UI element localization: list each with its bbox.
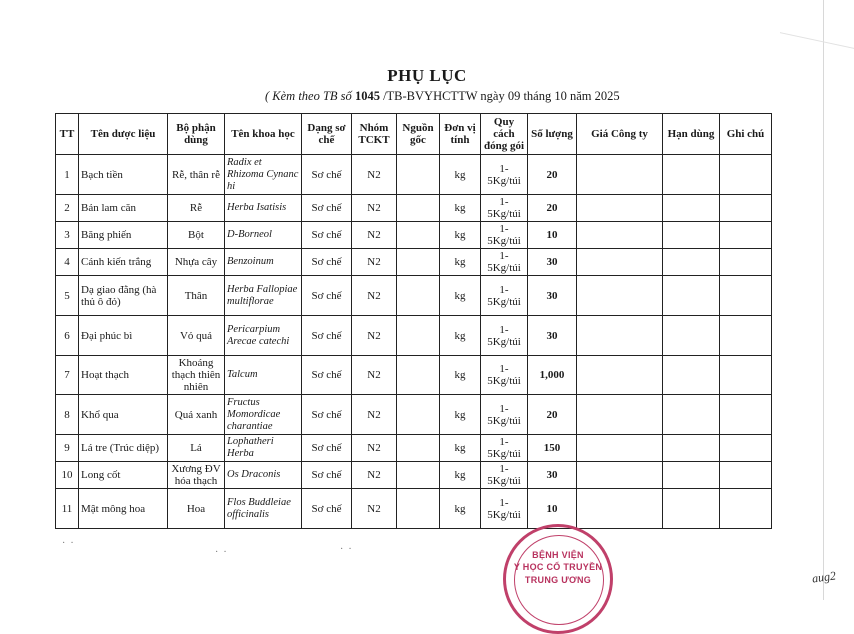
cell-quantity: 1,000	[528, 356, 577, 395]
cell-origin	[397, 356, 440, 395]
cell-note	[720, 435, 772, 462]
cell-tt: 7	[56, 356, 79, 395]
header-price: Giá Công ty	[577, 114, 663, 155]
cell-scientific: Flos Buddleiae officinalis	[225, 489, 302, 529]
cell-tt: 1	[56, 155, 79, 195]
cell-quantity: 10	[528, 222, 577, 249]
cell-form: Sơ chế	[302, 276, 352, 316]
cell-group: N2	[352, 316, 397, 356]
cell-part: Bột	[168, 222, 225, 249]
cell-packing: 1-5Kg/túi	[481, 489, 528, 529]
cell-unit: kg	[440, 195, 481, 222]
cell-form: Sơ chế	[302, 195, 352, 222]
cell-expiry	[663, 489, 720, 529]
cell-name: Long cốt	[79, 462, 168, 489]
cell-packing: 1-5Kg/túi	[481, 356, 528, 395]
appendix-table	[55, 113, 772, 529]
cell-note	[720, 195, 772, 222]
cell-unit: kg	[440, 435, 481, 462]
cell-packing: 1-5Kg/túi	[481, 249, 528, 276]
cell-expiry	[663, 462, 720, 489]
cell-form: Sơ chế	[302, 316, 352, 356]
cell-tt: 10	[56, 462, 79, 489]
cell-origin	[397, 395, 440, 435]
cell-part: Khoáng thạch thiên nhiên	[168, 356, 225, 395]
table-row	[56, 249, 772, 276]
table-row	[56, 462, 772, 489]
subtitle-prefix: ( Kèm theo TB số	[265, 89, 355, 103]
cell-note	[720, 356, 772, 395]
cell-quantity: 20	[528, 195, 577, 222]
cell-expiry	[663, 249, 720, 276]
header-expiry: Hạn dùng	[663, 114, 720, 155]
cell-origin	[397, 316, 440, 356]
header-tt: TT	[56, 114, 79, 155]
cell-note	[720, 222, 772, 249]
cell-quantity: 10	[528, 489, 577, 529]
header-packing: Quy cách đóng gói	[481, 114, 528, 155]
header-scientific: Tên khoa học	[225, 114, 302, 155]
cell-price	[577, 155, 663, 195]
cell-part: Rễ, thân rễ	[168, 155, 225, 195]
cell-price	[577, 276, 663, 316]
cell-tt: 6	[56, 316, 79, 356]
cell-group: N2	[352, 395, 397, 435]
hospital-stamp	[503, 524, 613, 634]
cell-name: Lá tre (Trúc diệp)	[79, 435, 168, 462]
cell-expiry	[663, 276, 720, 316]
header-name: Tên dược liệu	[79, 114, 168, 155]
document-title: PHỤ LỤC	[387, 66, 467, 85]
cell-form: Sơ chế	[302, 435, 352, 462]
cell-packing: 1-5Kg/túi	[481, 316, 528, 356]
stamp-text-line3: TRUNG ƯƠNG	[524, 575, 592, 585]
page-fold-line	[780, 0, 854, 49]
cell-group: N2	[352, 276, 397, 316]
cell-note	[720, 489, 772, 529]
cell-expiry	[663, 155, 720, 195]
cell-price	[577, 222, 663, 249]
cell-unit: kg	[440, 249, 481, 276]
cell-unit: kg	[440, 489, 481, 529]
cell-packing: 1-5Kg/túi	[481, 395, 528, 435]
cell-tt: 11	[56, 489, 79, 529]
cell-unit: kg	[440, 462, 481, 489]
cell-part: Nhựa cây	[168, 249, 225, 276]
header-form: Dạng sơ chế	[302, 114, 352, 155]
stamp-text-line2: Y HỌC CỔ TRUYỀN	[513, 562, 603, 572]
cell-origin	[397, 276, 440, 316]
cell-name: Băng phiến	[79, 222, 168, 249]
cell-origin	[397, 155, 440, 195]
cell-origin	[397, 435, 440, 462]
cell-scientific: Radix et Rhizoma Cynanc hi	[225, 155, 302, 195]
cell-origin	[397, 195, 440, 222]
header-group: Nhóm TCKT	[352, 114, 397, 155]
header-quantity: Số lượng	[528, 114, 577, 155]
header-origin: Nguồn gốc	[397, 114, 440, 155]
document-subtitle	[265, 89, 620, 104]
notice-number: 1045	[354, 89, 380, 103]
cell-form: Sơ chế	[302, 356, 352, 395]
cell-unit: kg	[440, 356, 481, 395]
cell-price	[577, 462, 663, 489]
cell-expiry	[663, 222, 720, 249]
cell-name: Đại phúc bì	[79, 316, 168, 356]
cell-origin	[397, 462, 440, 489]
cell-name: Bản lam căn	[79, 195, 168, 222]
cell-price	[577, 249, 663, 276]
cell-price	[577, 435, 663, 462]
cell-group: N2	[352, 249, 397, 276]
page-edge	[823, 0, 840, 600]
header-unit: Đơn vị tính	[440, 114, 481, 155]
cell-quantity: 20	[528, 155, 577, 195]
scan-speck: · ·	[340, 544, 352, 555]
subtitle-mid: /TB-BVYHCTTW	[379, 89, 481, 103]
cell-price	[577, 356, 663, 395]
cell-scientific: Herba Isatisis	[225, 195, 302, 222]
scan-speck: · ·	[215, 547, 227, 558]
cell-quantity: 20	[528, 395, 577, 435]
table-row	[56, 489, 772, 529]
cell-note	[720, 249, 772, 276]
cell-group: N2	[352, 195, 397, 222]
cell-packing: 1-5Kg/túi	[481, 462, 528, 489]
cell-name: Dạ giao đằng (hà thủ ô đỏ)	[79, 276, 168, 316]
cell-form: Sơ chế	[302, 395, 352, 435]
cell-tt: 4	[56, 249, 79, 276]
cell-group: N2	[352, 155, 397, 195]
cell-tt: 5	[56, 276, 79, 316]
table-row	[56, 395, 772, 435]
cell-part: Rễ	[168, 195, 225, 222]
cell-tt: 9	[56, 435, 79, 462]
cell-tt: 8	[56, 395, 79, 435]
cell-unit: kg	[440, 222, 481, 249]
cell-quantity: 30	[528, 316, 577, 356]
cell-note	[720, 462, 772, 489]
cell-group: N2	[352, 462, 397, 489]
table-row	[56, 222, 772, 249]
cell-note	[720, 395, 772, 435]
cell-part: Vỏ quả	[168, 316, 225, 356]
handwritten-signature: aug2	[811, 568, 837, 586]
cell-tt: 3	[56, 222, 79, 249]
cell-origin	[397, 222, 440, 249]
subtitle-date: ngày 09 tháng 10 năm 2025	[480, 89, 620, 103]
cell-scientific: Fructus Momordicae charantiae	[225, 395, 302, 435]
cell-group: N2	[352, 435, 397, 462]
cell-name: Khổ qua	[79, 395, 168, 435]
table-body	[56, 155, 772, 529]
cell-price	[577, 489, 663, 529]
cell-scientific: Benzoinum	[225, 249, 302, 276]
cell-quantity: 30	[528, 249, 577, 276]
cell-quantity: 30	[528, 462, 577, 489]
cell-tt: 2	[56, 195, 79, 222]
cell-price	[577, 195, 663, 222]
header-note: Ghi chú	[720, 114, 772, 155]
cell-packing: 1-5Kg/túi	[481, 222, 528, 249]
cell-origin	[397, 249, 440, 276]
cell-name: Bạch tiền	[79, 155, 168, 195]
cell-price	[577, 316, 663, 356]
cell-form: Sơ chế	[302, 155, 352, 195]
table-row	[56, 195, 772, 222]
cell-form: Sơ chế	[302, 249, 352, 276]
cell-note	[720, 155, 772, 195]
table-row	[56, 276, 772, 316]
cell-packing: 1-5Kg/túi	[481, 155, 528, 195]
table-header-row	[56, 114, 772, 155]
table-row	[56, 155, 772, 195]
cell-scientific: Lophatheri Herba	[225, 435, 302, 462]
cell-scientific: Herba Fallopiae multiflorae	[225, 276, 302, 316]
cell-form: Sơ chế	[302, 462, 352, 489]
cell-origin	[397, 489, 440, 529]
header-part: Bộ phận dùng	[168, 114, 225, 155]
cell-expiry	[663, 395, 720, 435]
cell-packing: 1-5Kg/túi	[481, 195, 528, 222]
cell-unit: kg	[440, 276, 481, 316]
cell-unit: kg	[440, 395, 481, 435]
cell-scientific: Pericarpium Arecae catechi	[225, 316, 302, 356]
cell-group: N2	[352, 489, 397, 529]
cell-part: Thân	[168, 276, 225, 316]
cell-quantity: 30	[528, 276, 577, 316]
cell-name: Hoạt thạch	[79, 356, 168, 395]
cell-name: Mật mông hoa	[79, 489, 168, 529]
cell-expiry	[663, 195, 720, 222]
cell-quantity: 150	[528, 435, 577, 462]
table-row	[56, 316, 772, 356]
cell-note	[720, 316, 772, 356]
cell-part: Lá	[168, 435, 225, 462]
cell-price	[577, 395, 663, 435]
cell-scientific: D-Borneol	[225, 222, 302, 249]
cell-expiry	[663, 435, 720, 462]
cell-group: N2	[352, 222, 397, 249]
cell-unit: kg	[440, 155, 481, 195]
cell-scientific: Talcum	[225, 356, 302, 395]
scan-speck: · ·	[62, 538, 74, 549]
cell-form: Sơ chế	[302, 222, 352, 249]
cell-part: Xương ĐV hóa thạch	[168, 462, 225, 489]
cell-expiry	[663, 316, 720, 356]
stamp-text-line1: BỆNH VIỆN	[532, 550, 584, 560]
cell-form: Sơ chế	[302, 489, 352, 529]
cell-scientific: Os Draconis	[225, 462, 302, 489]
cell-part: Hoa	[168, 489, 225, 529]
cell-packing: 1-5Kg/túi	[481, 276, 528, 316]
cell-packing: 1-5Kg/túi	[481, 435, 528, 462]
cell-part: Quả xanh	[168, 395, 225, 435]
table-row	[56, 356, 772, 395]
cell-note	[720, 276, 772, 316]
table-row	[56, 435, 772, 462]
cell-expiry	[663, 356, 720, 395]
cell-unit: kg	[440, 316, 481, 356]
cell-name: Cánh kiến trắng	[79, 249, 168, 276]
cell-group: N2	[352, 356, 397, 395]
